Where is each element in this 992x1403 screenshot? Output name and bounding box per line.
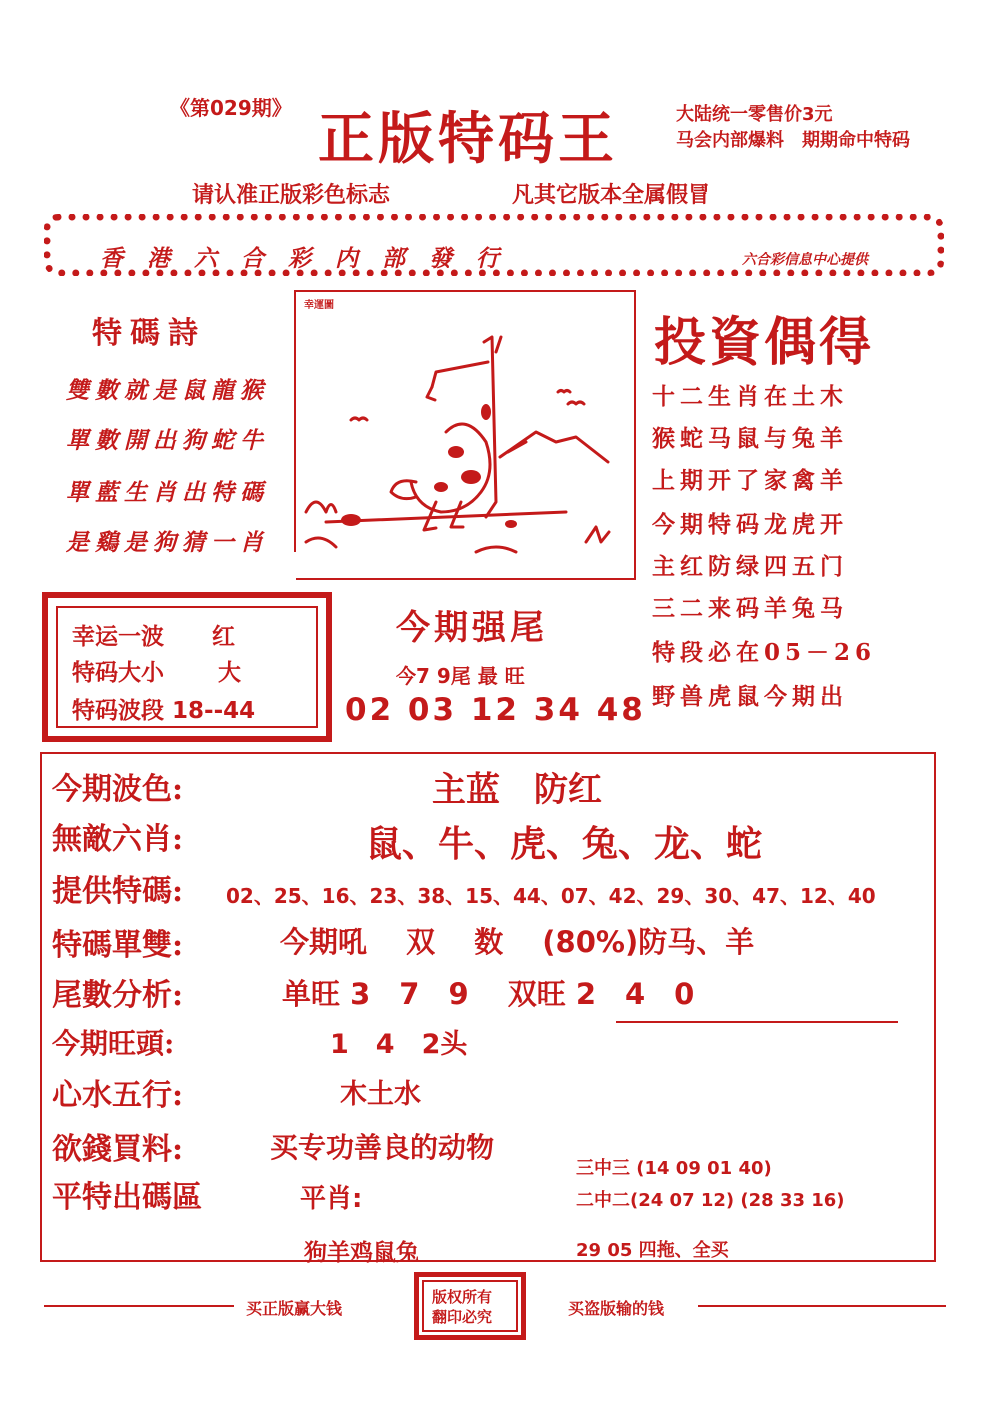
flat-label: 平特出碼區	[52, 1180, 202, 1215]
illustration-edge	[294, 290, 296, 552]
authentic-notice: 请认准正版彩色标志	[192, 183, 391, 208]
investment-line: 主红防绿四五门	[652, 553, 848, 580]
poem-line: 是鷄是狗猜一肖	[66, 529, 269, 556]
investment-line: 特段必在05－26	[652, 639, 877, 666]
poem-line: 單數開出狗蛇牛	[66, 427, 269, 454]
publisher-text: 香港六合彩内部發行	[100, 246, 523, 272]
tails-value: 单旺 3 7 9 双旺 2 4 0	[282, 977, 695, 1011]
specials-label: 提供特碼:	[52, 874, 184, 909]
promo-tagline: 马会内部爆料 期期命中特码	[676, 130, 910, 151]
strong-tail-subtitle: 今7 9尾 最 旺	[396, 664, 525, 688]
color-value: 主蓝 防红	[432, 770, 602, 810]
footer-divider-left	[44, 1305, 234, 1307]
dog-tree-illustration	[296, 292, 632, 578]
lucky-wave-value: 红	[212, 624, 236, 650]
strong-tail-numbers: 02 03 12 34 48	[345, 692, 646, 728]
lucky-size-label: 特码大小	[72, 660, 164, 686]
copyright-line-1: 版权所有	[432, 1288, 493, 1306]
color-label: 今期波色:	[52, 772, 184, 807]
lucky-range-label: 特码波段	[72, 698, 164, 724]
illustration-frame	[296, 290, 636, 580]
wish-value: 买专功善良的动物	[270, 1131, 495, 1164]
price-tagline: 大陆统一零售价3元	[676, 104, 833, 125]
parity-value: 今期吼 双 数 (80%)防马、羊	[280, 925, 755, 959]
lucky-wave-label: 幸运一波	[72, 624, 164, 650]
poem-title: 特碼詩	[92, 316, 206, 351]
heads-label: 今期旺頭:	[52, 1027, 175, 1060]
wish-label: 欲錢買料:	[52, 1132, 184, 1167]
lucky-size-value: 大	[218, 660, 242, 686]
investment-line: 猴蛇马鼠与兔羊	[652, 425, 848, 452]
investment-title: 投資偶得	[654, 312, 875, 373]
pick-three: 三中三 (14 09 01 40)	[576, 1158, 772, 1179]
issue-number: 《第029期》	[170, 96, 292, 120]
footer-divider-right	[698, 1305, 946, 1307]
flat-value: 平肖:	[300, 1184, 363, 1214]
lucky-range-value: 18--44	[172, 698, 256, 724]
tails-label: 尾數分析:	[52, 978, 184, 1013]
lucky-wave-row	[72, 618, 235, 651]
poem-line: 雙數就是鼠龍猴	[66, 377, 269, 404]
heads-value: 1 4 2头	[330, 1029, 468, 1060]
divider	[616, 1021, 898, 1023]
poem-line: 單藍生肖出特碼	[66, 479, 269, 506]
zodiac-value: 鼠、牛、虎、兔、龙、蛇	[366, 824, 763, 865]
footer-left-text: 买正版赢大钱	[246, 1299, 343, 1318]
lucky-size-row	[72, 654, 241, 687]
illustration-stamp: 幸運圖	[304, 300, 334, 311]
specials-value: 02、25、16、23、38、15、44、07、42、29、30、47、12、40	[226, 884, 876, 908]
page-title: 正版特码王	[318, 106, 618, 172]
investment-line: 野兽虎鼠今期出	[652, 683, 848, 710]
pick-two: 二中二(24 07 12) (28 33 16)	[576, 1190, 845, 1211]
pick-drag: 29 05 四拖、全买	[576, 1240, 729, 1261]
parity-label: 特碼單雙:	[52, 928, 184, 963]
provider-text: 六合彩信息中心提供	[742, 252, 868, 268]
counterfeit-notice: 凡其它版本全属假冒	[512, 183, 711, 208]
element-label: 心水五行:	[52, 1078, 184, 1113]
investment-line: 三二来码羊兔马	[652, 595, 848, 622]
copyright-line-2: 翻印必究	[432, 1308, 493, 1326]
zodiac-label: 無敵六肖:	[52, 822, 184, 857]
investment-line: 上期开了家禽羊	[652, 467, 848, 494]
element-value: 木土水	[340, 1079, 421, 1110]
flat-animals: 狗羊鸡鼠兔	[304, 1240, 419, 1266]
footer-right-text: 买盗版输的钱	[568, 1299, 665, 1318]
investment-line: 十二生肖在土木	[652, 383, 848, 410]
strong-tail-title: 今期强尾	[396, 608, 548, 648]
investment-line: 今期特码龙虎开	[652, 511, 848, 538]
lucky-range-row	[72, 692, 255, 725]
